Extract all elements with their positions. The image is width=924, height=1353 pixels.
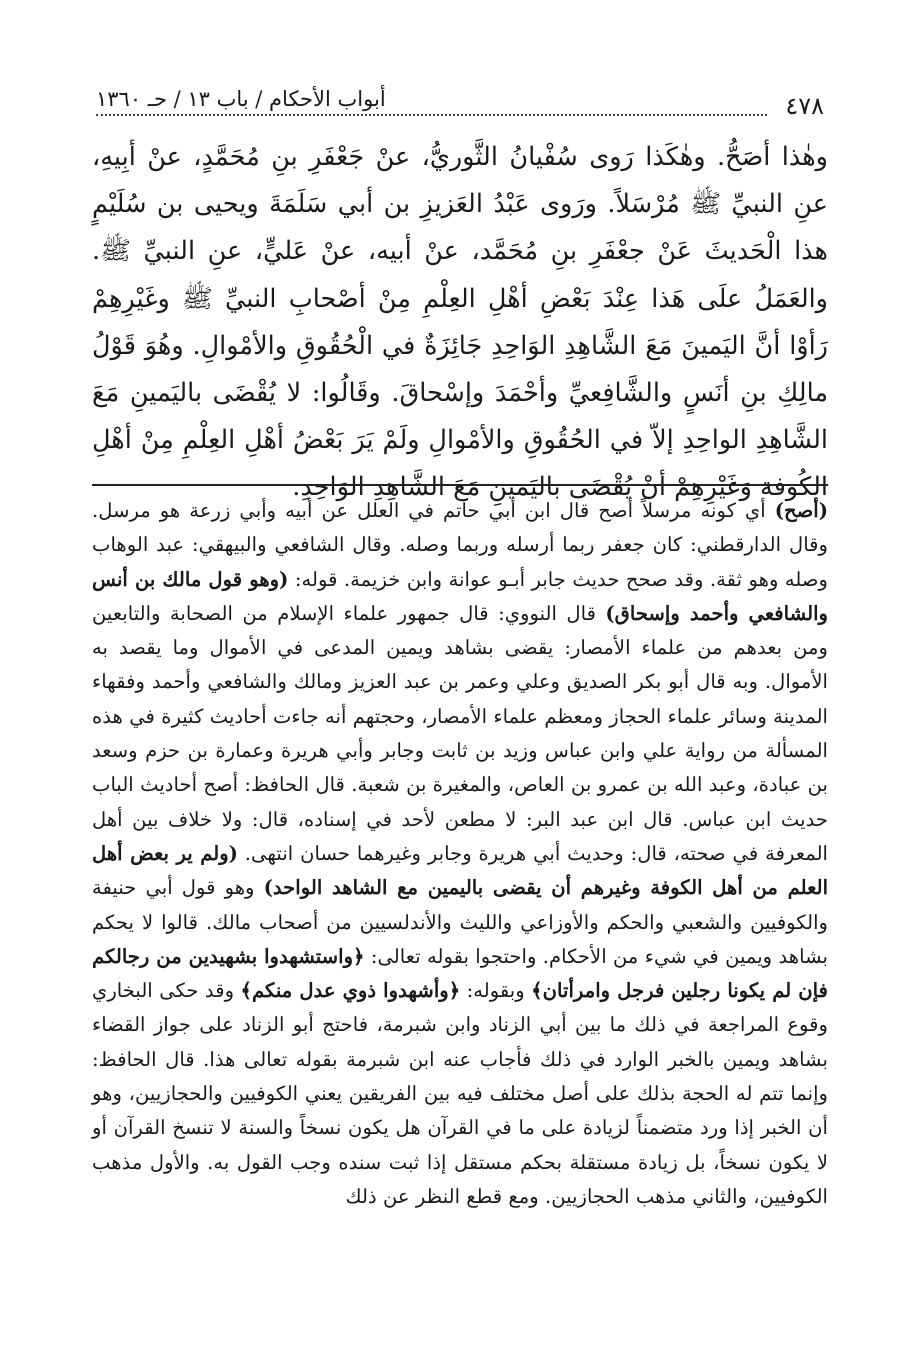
commentary-highlight: (أصح): [774, 499, 828, 522]
commentary: [92, 494, 828, 1214]
footnote-divider: [92, 484, 828, 486]
running-title: أبواب الأحكام / باب ١٣ / حـ ١٣٦٠: [96, 89, 767, 116]
commentary-text: وهو قول أبي حنيفة والكوفيين والشعبي والحكم والأوزاعي والليث والأندلسيين من أصحاب مالك. قالوا لا يحكم بشاهد ويمين في شيء من الأحكام. واحتجوا بقوله تعالى:: [92, 876, 828, 968]
page-header: [96, 84, 824, 118]
commentary-highlight: (وهو قول مالك بن أنس والشافعي وأحمد وإسحاق): [92, 567, 828, 625]
commentary-text: وقد حكى البخاري وقوع المراجعة في ذلك ما بين أبي الزناد وابن شبرمة، فاحتج أبو الزناد على جواز القضاء بشاهد ويمين بالخبر الوارد في ذلك فأجاب عنه ابن شبرمة بقوله تعالى هذا. قال الحافظ: وإنما تتم له الحجة بذلك على أصل مختلف فيه بين الفريقين يعني الكوفيين والحجازيين، وهو أن الخبر إذا ورد متضمناً لزيادة على ما في القرآن هل يكون نسخاً والسنة لا تنسخ القرآن أو لا يكون نسخاً، بل زيادة مستقلة بحكم مستقل إذا ثبت سنده وجب القول به. والأول مذهب الكوفيين، والثاني مذهب الحجازيين. ومع قطع النظر عن ذلك: [92, 979, 828, 1208]
commentary-text: قال النووي: قال جمهور علماء الإسلام من الصحابة والتابعين ومن بعدهم من علماء الأمصار: يقضى بشاهد ويمين المدعى في الأموال وما يقصد به الأموال. وبه قال أبو بكر الصديق وعلي وعمر بن عبد العزيز ومالك والشافعي وأحمد وفقهاء المدينة وسائر علماء الحجاز ومعظم علماء الأمصار، وحجتهم أنه جاءت أحاديث كثيرة في هذه المسألة من رواية علي وابن عباس وزيد بن ثابت وجابر وأبي هريرة وعمارة بن حزم وسعد بن عبادة، وعبد الله بن عمرو بن العاص، والمغيرة بن شعبة. قال الحافظ: أصح أحاديث الباب حديث ابن عباس. قال ابن عبد البر: لا مطعن لأحد في إسناده، قال: ولا خلاف بين أهل المعرفة في صحته، قال: وحديث أبي هريرة وجابر وغيرهما حسان انتهى.: [92, 601, 828, 865]
commentary-highlight: (ولم ير بعض أهل العلم من أهل الكوفة وغيرهم أن يقضى باليمين مع الشاهد الواحد): [92, 841, 829, 900]
commentary-highlight: ﴿وأشهدوا ذوي عدل منكم﴾: [240, 979, 461, 1003]
page-number: ٤٧٨: [785, 92, 824, 120]
commentary-highlight: ﴿واستشهدوا بشهيدين من رجالكم فإن لم يكونا رجلين فرجل وامرأتان﴾: [92, 944, 828, 1003]
main-paragraph: وهٰذا أصَحُّ. وهٰكَذا رَوى سُفْيانُ الثَّوريُّ، عنْ جَعْفَرِ بنِ مُحَمَّدٍ، عنْ أبِيهِ، عنِ النبيِّ ﷺ مُرْسَلاً. ورَوى عَبْدُ العَزيزِ بن أبي سَلَمَةَ ويحيى بن سُلَيْمٍ هذا الْحَديثَ عَنْ جعْفَرِ بنِ مُحَمَّد، عنْ أبيه، عنْ عَليٍّ، عنِ النبيِّ ﷺ. والعَمَلُ علَى هَذا عِنْدَ بَعْضِ أهْلِ العِلْمِ مِنْ أصْحابِ النبيِّ ﷺ وغَيْرِهِمْ رَأوْا أنَّ اليَمينَ مَعَ الشَّاهِدِ الوَاحِدِ جَائِزَةٌ في الْحُقُوقِ والأمْوالِ. وهُوَ قَوْلُ مالِكِ بنِ أنَسٍ والشَّافِعيِّ وأحْمَدَ وإسْحاقَ. وقَالُوا: لا يُقْضَى باليَمينِ مَعَ الشَّاهِدِ الواحِدِ إلاّ في الحُقُوقِ والأمْوالِ ولَمْ يَرَ بَعْضُ أهْلِ العِلْمِ مِنْ أهْلِ الكُوفة وَغَيْرِهِمْ أنْ يُقْضَى باليَمينِ مَعَ الشَّاهِدِ الوَاحِدِ.: [92, 142, 828, 503]
hadith-text: [92, 134, 828, 512]
commentary-text: أي كونه مرسلاً أصح قال ابن أبي حاتم في العلل عن أبيه وأبي زرعة هو مرسل. وقال الدارقطني: كان جعفر ربما أرسله وربما وصله. وقال الشافعي والبيهقي: عبد الوهاب وصله وهو ثقة. وقد صحح حديث جابر أبـو عوانة وابن خزيمة. قوله:: [92, 499, 828, 591]
commentary-paragraph: [92, 494, 828, 1214]
commentary-text: وبقوله:: [460, 979, 532, 1003]
